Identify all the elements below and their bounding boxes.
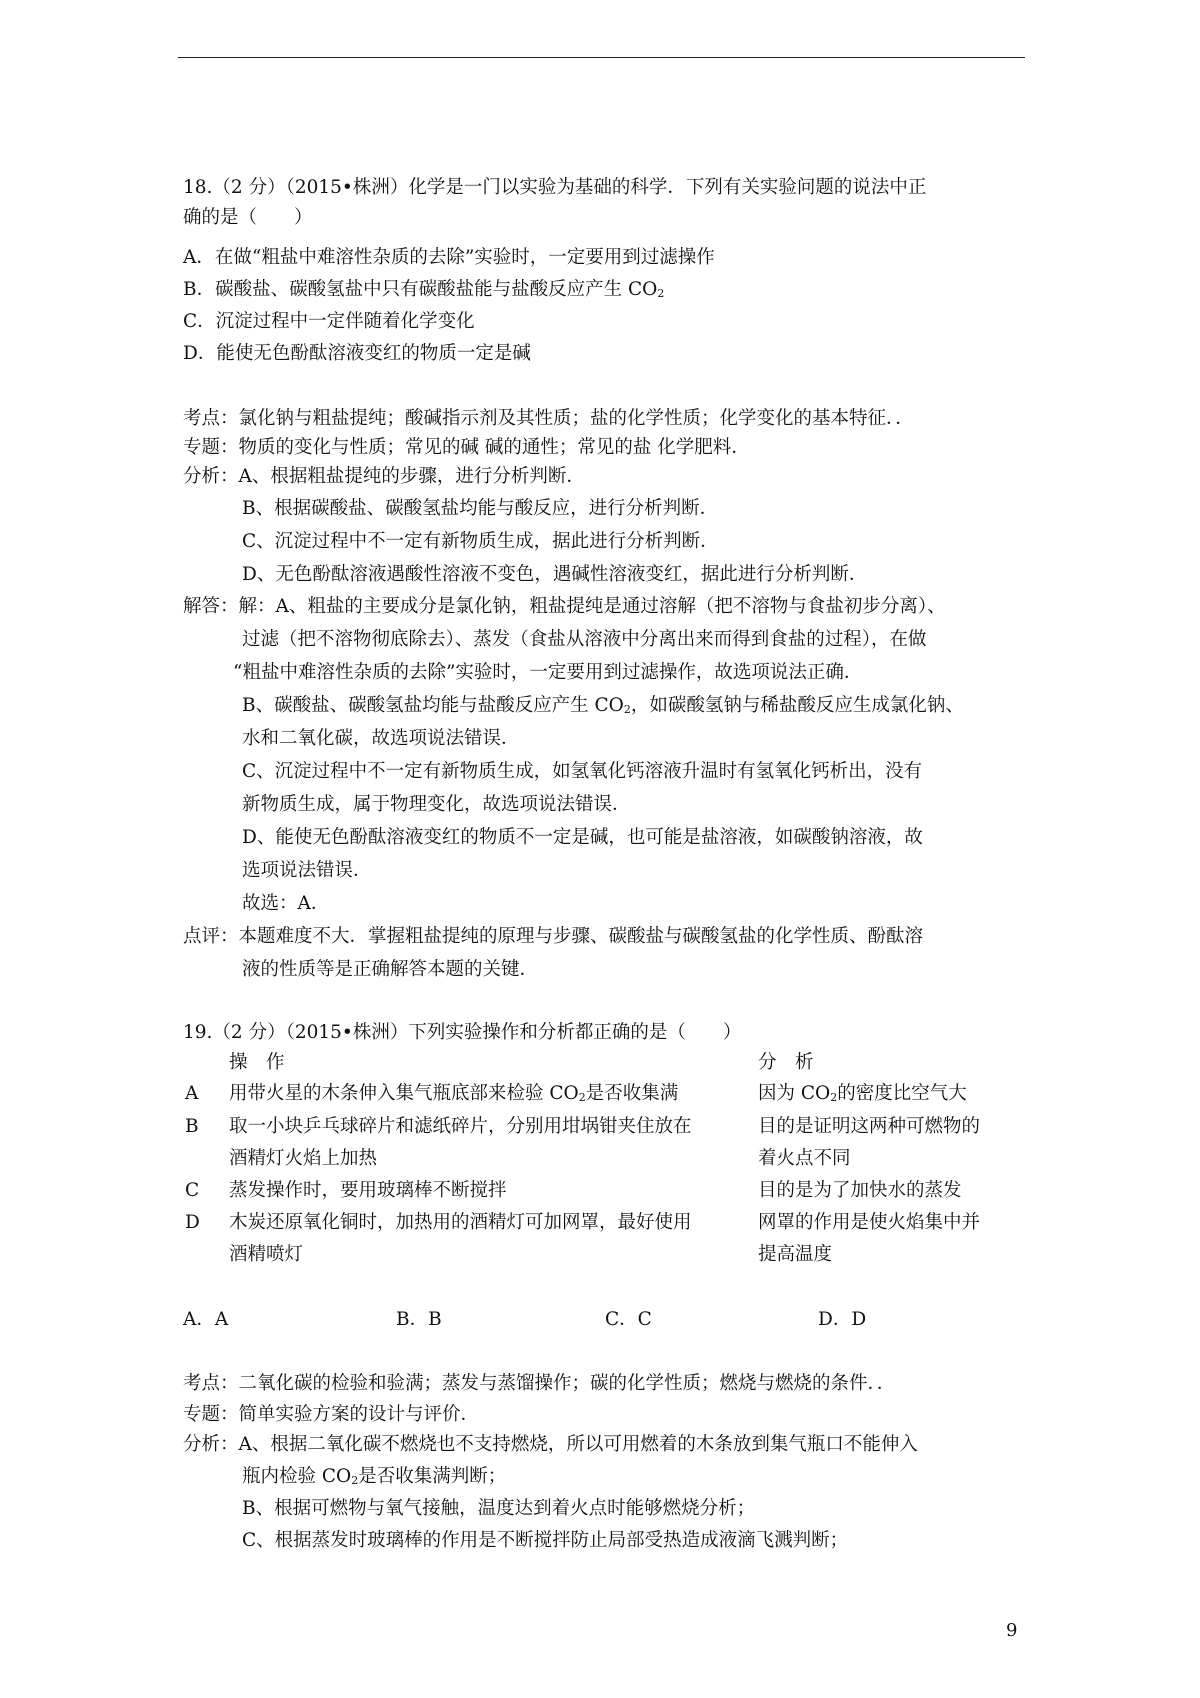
- q19-row-operation: 酒精灯火焰上加热: [229, 1148, 378, 1169]
- q18-kaodian: 考点：氯化钠与粗盐提纯；酸碱指示剂及其性质；盐的化学性质；化学变化的基本特征．．: [183, 408, 914, 429]
- page-number: 9: [1006, 1620, 1018, 1641]
- q19-row-operation: 取一小块乒乓球碎片和滤纸碎片，分别用坩埚钳夹住放在: [229, 1116, 692, 1137]
- q18-stem-line-1: 18.（2 分）（2015•株洲）化学是一门以实验为基础的科学．下列有关实验问题的说法中正: [183, 177, 927, 198]
- q19-row-analysis: 着火点不同: [758, 1148, 851, 1169]
- q19-header-analysis: 分 析: [758, 1052, 814, 1073]
- q18-jieda-line: B、碳酸盐、碳酸氢盐均能与盐酸反应产生 $CO_2$，如碳酸氢钠与稀盐酸反应生成氯化钠、: [242, 695, 964, 716]
- q18-zhuanti: 专题：物质的变化与性质；常见的碱 碱的通性；常见的盐 化学肥料．: [183, 437, 750, 458]
- q18-jieda-line: 解答：解：A、粗盐的主要成分是氯化钠，粗盐提纯是通过溶解（把不溶物与食盐初步分离）、: [183, 596, 946, 617]
- q19-choice-b: B．B: [396, 1309, 442, 1330]
- q19-row-label: C: [185, 1180, 200, 1201]
- q19-choice-a: A．A: [183, 1309, 229, 1330]
- q19-row-operation: 酒精喷灯: [229, 1244, 304, 1265]
- q18-jieda-line: 故选：A．: [242, 893, 330, 914]
- q18-fenxi-line: B、根据碳酸盐、碳酸氢盐均能与酸反应，进行分析判断．: [242, 498, 719, 519]
- q19-header-operation: 操 作: [229, 1052, 285, 1073]
- q19-row-analysis: 目的是证明这两种可燃物的: [758, 1116, 981, 1137]
- q18-fenxi-line: 分析：A、根据粗盐提纯的步骤，进行分析判断．: [183, 466, 585, 487]
- q19-choice-c: C．C: [605, 1309, 652, 1330]
- q19-kaodian: 考点：二氧化碳的检验和验满；蒸发与蒸馏操作；碳的化学性质；燃烧与燃烧的条件．．: [183, 1373, 896, 1394]
- q19-fenxi-line: 瓶内检验 $CO_2$是否收集满判断；: [242, 1466, 507, 1487]
- q19-fenxi-line: 分析：A、根据二氧化碳不燃烧也不支持燃烧，所以可用燃着的木条放到集气瓶口不能伸入: [183, 1434, 918, 1455]
- q18-jieda-line: 过滤（把不溶物彻底除去）、蒸发（食盐从溶液中分离出来而得到食盐的过程），在做: [242, 629, 927, 650]
- q19-row-analysis: 目的是为了加快水的蒸发: [758, 1180, 962, 1201]
- q18-stem-line-2: 确的是（ ）: [183, 207, 313, 228]
- q19-fenxi-line: B、根据可燃物与氧气接触，温度达到着火点时能够燃烧分析；: [242, 1498, 756, 1519]
- q18-jieda-line: 选项说法错误．: [242, 860, 372, 881]
- q19-row-operation: 木炭还原氧化铜时，加热用的酒精灯可加网罩，最好使用: [229, 1212, 692, 1233]
- q18-dianping-line: 点评：本题难度不大．掌握粗盐提纯的原理与步骤、碳酸盐与碳酸氢盐的化学性质、酚酞溶: [183, 926, 924, 947]
- q19-row-operation: 蒸发操作时，要用玻璃棒不断搅拌: [229, 1180, 507, 1201]
- q19-row-analysis: 因为 $CO_2$的密度比空气大: [758, 1083, 967, 1104]
- q18-jieda-line: 水和二氧化碳，故选项说法错误．: [242, 728, 520, 749]
- q18-option-d: D．能使无色酚酞溶液变红的物质一定是碱: [183, 343, 531, 364]
- q18-fenxi-line: D、无色酚酞溶液遇酸性溶液不变色，遇碱性溶液变红，据此进行分析判断．: [242, 564, 868, 585]
- q19-row-analysis: 网罩的作用是使火焰集中并: [758, 1212, 981, 1233]
- q18-jieda-line: C、沉淀过程中不一定有新物质生成，如氢氧化钙溶液升温时有氢氧化钙析出，没有: [242, 761, 923, 782]
- header-rule: [178, 57, 1025, 58]
- q18-fenxi-line: C、沉淀过程中不一定有新物质生成，据此进行分析判断．: [242, 531, 719, 552]
- q18-option-b: B．碳酸盐、碳酸氢盐中只有碳酸盐能与盐酸反应产生 $CO_2$: [183, 279, 665, 300]
- q19-choice-d: D．D: [818, 1309, 867, 1330]
- q18-jieda-line: D、能使无色酚酞溶液变红的物质不一定是碱，也可能是盐溶液，如碳酸钠溶液，故: [242, 827, 923, 848]
- q19-zhuanti: 专题：简单实验方案的设计与评价．: [183, 1404, 480, 1425]
- q18-option-a: A．在做“粗盐中难溶性杂质的去除”实验时，一定要用到过滤操作: [183, 247, 715, 268]
- q19-row-analysis: 提高温度: [758, 1244, 833, 1265]
- q18-jieda-line: “粗盐中难溶性杂质的去除”实验时，一定要用到过滤操作，故选项说法正确．: [233, 662, 863, 683]
- q19-fenxi-line: C、根据蒸发时玻璃棒的作用是不断搅拌防止局部受热造成液滴飞溅判断；: [242, 1530, 849, 1551]
- q19-row-operation: 用带火星的木条伸入集气瓶底部来检验 $CO_2$是否收集满: [229, 1083, 679, 1104]
- q18-jieda-line: 新物质生成，属于物理变化，故选项说法错误．: [242, 794, 631, 815]
- q18-dianping-line: 液的性质等是正确解答本题的关键．: [242, 959, 539, 980]
- q18-option-c: C．沉淀过程中一定伴随着化学变化: [183, 311, 475, 332]
- q19-stem: 19.（2 分）（2015•株洲）下列实验操作和分析都正确的是（ ）: [183, 1022, 742, 1043]
- q19-row-label: A: [185, 1083, 199, 1104]
- q19-row-label: D: [185, 1212, 200, 1233]
- q19-row-label: B: [185, 1116, 199, 1137]
